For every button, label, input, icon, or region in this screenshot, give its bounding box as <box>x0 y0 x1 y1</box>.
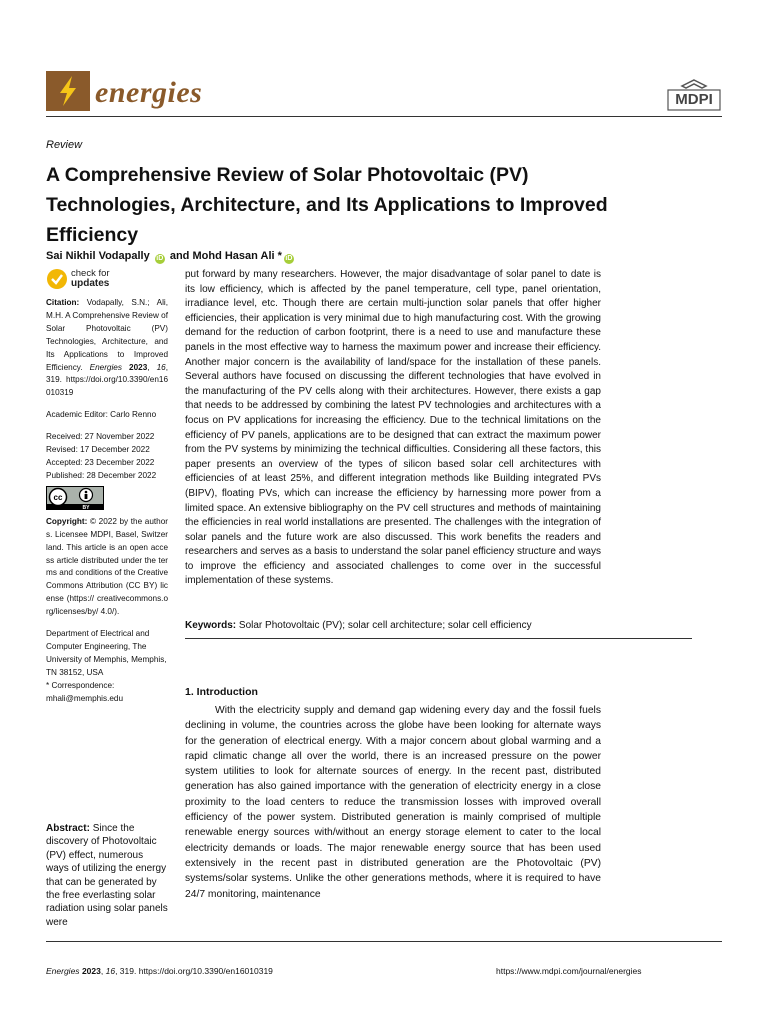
publisher-name: MDPI <box>675 91 713 108</box>
academic-editor: Academic Editor: Carlo Renno <box>46 410 157 420</box>
date-accepted: Accepted: 23 December 2022 <box>46 457 155 467</box>
footer-divider <box>46 941 722 942</box>
footer-citation: Energies 2023, 16, 319. https://doi.org/10.3390/en16010319 <box>46 966 273 976</box>
header-divider <box>46 116 722 117</box>
date-published: Published: 28 December 2022 <box>46 470 157 480</box>
correspondence[interactable]: * Correspondence: mhali@memphis.edu <box>46 680 124 703</box>
sidebar-metadata <box>46 297 168 705</box>
date-revised: Revised: 17 December 2022 <box>46 445 150 455</box>
journal-logo-icon <box>46 71 90 111</box>
check-updates-link[interactable]: check for updates <box>71 268 110 289</box>
abstract-start: Abstract: Since the discovery of Photovoltaic (PV) effect, numerous ways of utilizing the energy that can be generated by the free everlasting solar radiation using solar panels were <box>46 823 168 928</box>
section-heading: 1. Introduction <box>185 686 258 698</box>
orcid-icon[interactable]: iD <box>285 255 293 262</box>
author-join: and <box>169 250 190 262</box>
check-updates-icon[interactable] <box>46 268 68 290</box>
author-list <box>46 250 296 264</box>
abstract-body: put forward by many researchers. However, the major disadvantage of solar panel to date is its low efficiency, which is affected by the panel temperature, cell type, panel orientation, irradiance level, etc. Though there are certain multi-junction solar panels that offer higher efficiencies, their application is very minimal due to high manufacturing cost. With the growing demand for the reduction of carbon footprint, there is a need to use and manufacture these panels in the most effective way to harness the maximum power and increase their efficiency. Another major concern is the availability of land/space for the installation of these panels. Several authors have focused on discussing the different technologies that have evolved in the manufacturing of the PV cells along with their architectures. However, there exists a gap that needs to be addressed by combining the latest PV technologies and architectures with a focus on PV applications for increasing the efficiency. Due to the technical limitations on the efficiency of PV panels, applications are to be designed that can extract the maximum power from the PV systems by minimizing the technical difficulties. Considering all these factors, this paper presents an overview of the types of silicon based solar cell architectures with efficiencies of at least 25%, and different integration methods like Building integrated PVs (BIPV), floating PVs, which can increase the efficiency by harnessing more power from a limited space. An extensive bibliography on the PV cell structures and methods of maintaining the efficiencies in real world installations are presented. The challenges with the integration of solar panels and the future work are also discussed. This work benefits the readers and researchers and serves as a basis to understand the solar panel efficiency structure and ways to improve the efficiency and associated challenges to come over in the successful implementation of these systems. <box>185 269 601 587</box>
footer-journal-url[interactable]: https://www.mdpi.com/journal/energies <box>496 966 642 976</box>
affiliation: Department of Electrical and Computer Engineering, The University of Memphis, Memphis, TN 38152, USA <box>46 629 167 677</box>
citation: Citation: Vodapally, S.N.; Ali, M.H. A Comprehensive Review of Solar Photovoltaic (PV) Technologies, Architecture, and Its Applications to Improved Efficiency. Energies 2023, 16, 319. https://doi.org/10.3390/en16010319 <box>46 298 168 398</box>
svg-text:BY: BY <box>82 504 90 510</box>
cc-by-license-icon[interactable] <box>46 486 104 510</box>
journal-name: energies <box>95 76 203 109</box>
author-1[interactable]: Sai Nikhil Vodapally <box>46 250 150 262</box>
copyright-notice: Copyright: © 2022 by the authors. Licensee MDPI, Basel, Switzerland. This article is an open access article distributed under the terms and conditions of the Creative Commons Attribution (CC BY) license (https:// creativecommons.org/licenses/by/ 4.0/). <box>46 516 168 617</box>
orcid-icon[interactable]: iD <box>156 255 164 262</box>
svg-text:cc: cc <box>53 492 63 502</box>
date-received: Received: 27 November 2022 <box>46 432 155 442</box>
introduction-body: With the electricity supply and demand gap widening every day and the fossil fuels declining in volume, the countries across the globe have been looking for alternate ways for the generation of electrical energy. With a major concern about global warming and a rapid climatic change all over the world, there is an increased pressure on the power system utilities to look for alternate sources of energy. In the recent past, distributed generation has also gained importance with the generation of electricity energy in a close proximity to the load centers to reduce the transmission losses with improved overall efficiency of the power system. Distributed generation is mainly comprised of multiple renewable energy sources with/without an energy storage element to cater to the local electricity demands or loads. The major renewable energy source that has been used extensively in the recent past in distributed generation are the Photovoltaic (PV) systems/solar systems. Unlike the other generations methods, where it is required to have 24/7 monitoring, maintenance <box>185 705 601 900</box>
author-2[interactable]: Mohd Hasan Ali * <box>192 250 282 262</box>
keywords-divider <box>185 638 692 639</box>
article-type: Review <box>46 139 83 151</box>
mdpi-logo[interactable] <box>666 78 722 112</box>
citation-doi-link[interactable]: https://doi.org/10.3390/en16010319 <box>46 375 168 398</box>
article-title: A Comprehensive Review of Solar Photovoltaic (PV) Technologies, Architecture, and Its Applications to Improved Efficiency <box>46 164 608 246</box>
keywords: Keywords: Solar Photovoltaic (PV); solar cell architecture; solar cell efficiency <box>185 620 532 631</box>
